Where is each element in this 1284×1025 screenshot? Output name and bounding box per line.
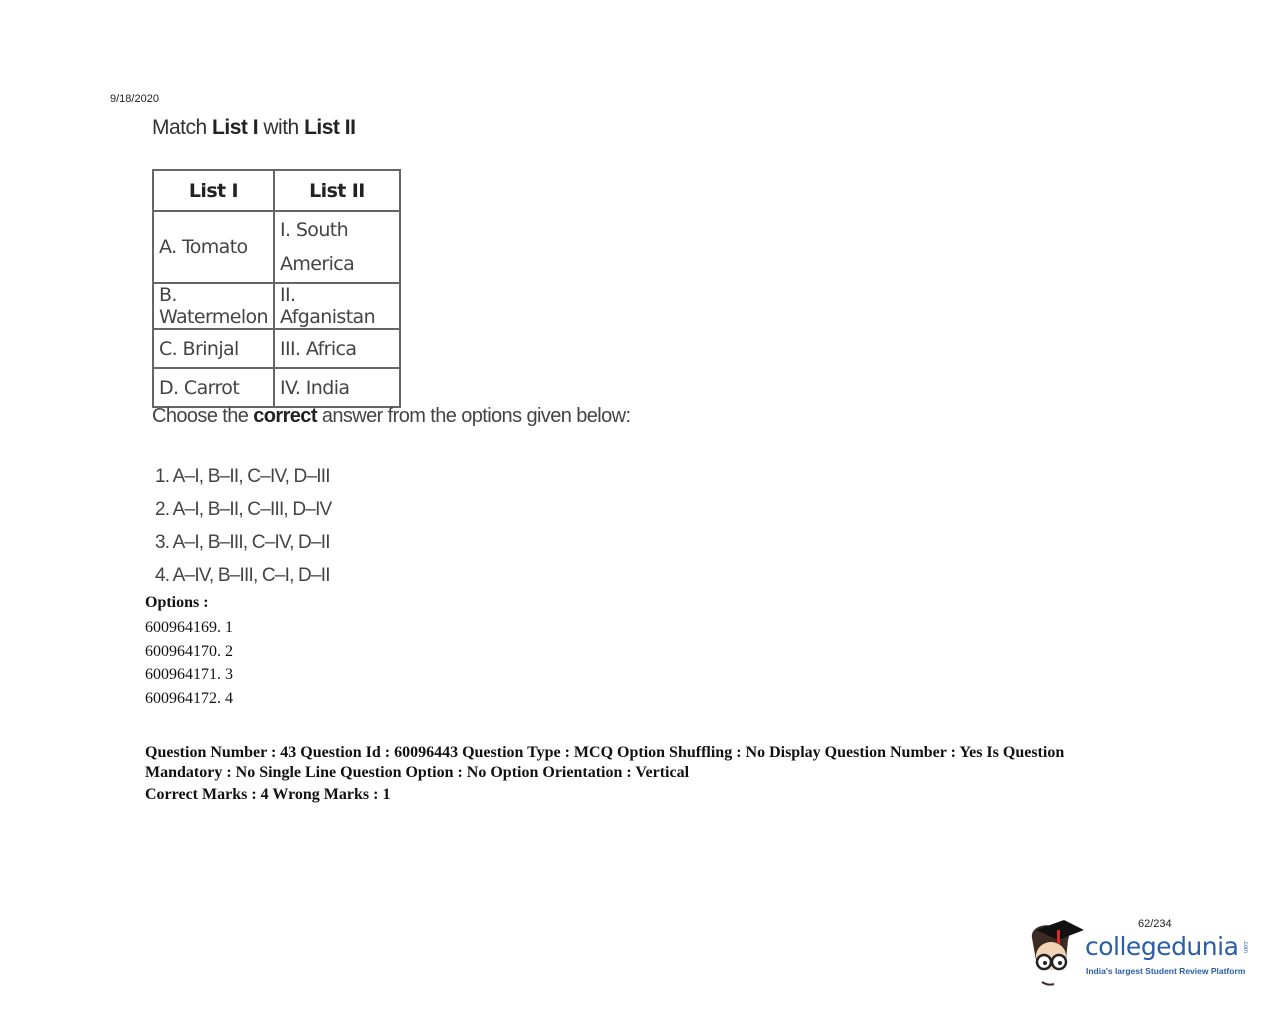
option-id: 600964171. 3 xyxy=(145,666,233,684)
table-cell: B. Watermelon xyxy=(153,283,274,329)
table-row xyxy=(153,329,400,368)
table-cell: IV. India xyxy=(274,368,400,407)
option-id-list xyxy=(145,618,233,713)
choose-instruction: Choose the correct answer from the options given below: xyxy=(152,405,631,427)
choice-item: 1. A–I, B–II, C–IV, D–III xyxy=(155,466,330,487)
question-meta-line: Question Number : 43 Question Id : 60096443 Question Type : MCQ Option Shuffling : No Display Question Number : Yes Is Question xyxy=(145,744,1065,761)
brand-suffix: .com xyxy=(1242,940,1248,954)
table-cell xyxy=(274,211,400,283)
table-cell: C. Brinjal xyxy=(153,329,274,368)
table-cell-line: I. South xyxy=(279,219,349,241)
table-header-row xyxy=(153,170,400,211)
page-number: 62/234 xyxy=(1138,918,1172,930)
table-cell: III. Africa xyxy=(274,329,400,368)
option-id: 600964169. 1 xyxy=(145,619,233,636)
table-cell-line: America xyxy=(279,253,355,275)
option-id: 600964172. 4 xyxy=(145,690,233,708)
marks-info: Correct Marks : 4 Wrong Marks : 1 xyxy=(145,786,391,803)
table-cell: D. Carrot xyxy=(153,368,274,407)
page-date: 9/18/2020 xyxy=(110,93,159,105)
choice-item: 2. A–I, B–II, C–III, D–IV xyxy=(155,499,332,520)
table-cell: A. Tomato xyxy=(153,211,274,283)
options-label: Options : xyxy=(145,594,209,611)
option-id: 600964170. 2 xyxy=(145,642,233,660)
question-meta-line: Mandatory : No Single Line Question Option : No Option Orientation : Vertical xyxy=(145,764,690,781)
table-cell: II. Afganistan xyxy=(274,283,400,329)
table-row xyxy=(153,368,400,407)
table-row xyxy=(153,211,400,283)
brand-tagline: India's largest Student Review Platform xyxy=(1086,966,1246,976)
table-header: List II xyxy=(274,170,400,211)
match-table xyxy=(152,169,401,408)
choice-list xyxy=(155,462,331,594)
question-title: Match List I with List II xyxy=(152,116,356,139)
table-header: List I xyxy=(153,170,274,211)
brand-name: collegedunia xyxy=(1085,932,1239,961)
question-meta xyxy=(145,743,1155,783)
choice-item: 4. A–IV, B–III, C–I, D–II xyxy=(155,565,330,586)
table-row xyxy=(153,283,400,329)
choice-item: 3. A–I, B–III, C–IV, D–II xyxy=(155,532,330,553)
